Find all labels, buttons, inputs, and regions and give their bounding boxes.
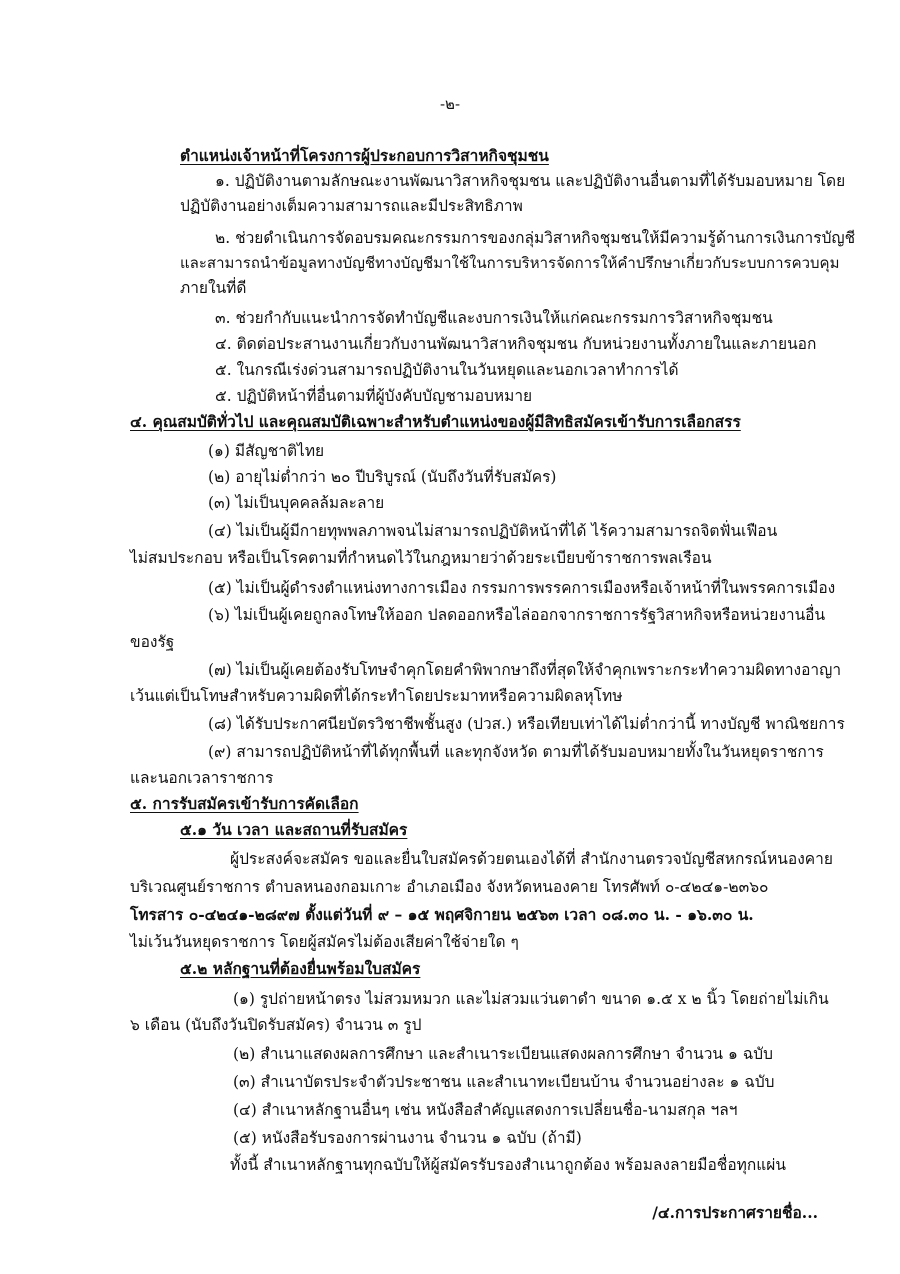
page-number: -๒-	[439, 95, 461, 113]
heading-s4-heading: ๔. คุณสมบัติทั่วไป และคุณสมบัติเฉพาะสำหรับตำแหน่งของผู้มีสิทธิสมัครเข้ารับการเลือกสรร	[130, 412, 741, 431]
text-line-d2-a: ๒. ช่วยดำเนินการจัดอบรมคณะกรรมการของกลุ่มวิสาหกิจชุมชนให้มีความรู้ด้านการเงินการบัญชี	[215, 229, 856, 247]
text-line-q1: (๑) มีสัญชาติไทย	[208, 442, 325, 460]
text-line-e5: (๕) หนังสือรับรองการผ่านงาน จำนวน ๑ ฉบับ (ถ้ามี)	[233, 1129, 582, 1147]
text-line-e1-b: ๖ เดือน (นับถึงวันปิดรับสมัคร) จำนวน ๓ รูป	[130, 1016, 422, 1034]
text-line-d3: ๓. ช่วยกำกับแนะนำการจัดทำบัญชีและงบการเงินให้แก่คณะกรรมการวิสาหกิจชุมชน	[215, 309, 773, 327]
text-line-p51-b: บริเวณศูนย์ราชการ ตำบลหนองกอมเกาะ อำเภอเมือง จังหวัดหนองคาย โทรศัพท์ ๐-๔๒๔๑-๒๓๖๐	[130, 878, 769, 896]
text-line-q2: (๒) อายุไม่ต่ำกว่า ๒๐ ปีบริบูรณ์ (นับถึงวันที่รับสมัคร)	[208, 468, 557, 486]
text-line-d2-b: และสามารถนำข้อมูลทางบัญชีทางบัญชีมาใช้ในการบริหารจัดการให้คำปรึกษาเกี่ยวกับระบบการควบคุม	[180, 254, 840, 272]
text-line-d5: ๕. ในกรณีเร่งด่วนสามารถปฏิบัติงานในวันหยุดและนอกเวลาทำการได้	[215, 361, 679, 379]
heading-s-heading: ตำแหน่งเจ้าหน้าที่โครงการผู้ประกอบการวิสาหกิจชุมชน	[180, 146, 549, 165]
text-line-d1-b: ปฏิบัติงานอย่างเต็มความสามารถและมีประสิทธิภาพ	[180, 197, 523, 215]
continuation-footer: /๔.การประกาศรายชื่อ...	[652, 1203, 818, 1222]
heading-s5-heading: ๕. การรับสมัครเข้ารับการคัดเลือก	[130, 794, 359, 813]
text-line-q6-a: (๖) ไม่เป็นผู้เคยถูกลงโทษให้ออก ปลดออกหรือไล่ออกจากราชการรัฐวิสาหกิจหรือหน่วยงานอื่น	[208, 606, 826, 624]
text-line-q7-a: (๗) ไม่เป็นผู้เคยต้องรับโทษจำคุกโดยคำพิพากษาถึงที่สุดให้จำคุกเพราะกระทำความผิดทางอาญา	[208, 661, 842, 679]
text-line-d2-c: ภายในที่ดี	[180, 279, 247, 297]
text-line-q9-b: และนอกเวลาราชการ	[130, 769, 274, 787]
text-line-p51-c: โทรสาร ๐-๔๒๔๑-๒๘๙๗ ตั้งแต่วันที่ ๙ – ๑๕ พฤศจิกายน ๒๕๖๓ เวลา ๐๘.๓๐ น. - ๑๖.๓๐ น.	[130, 905, 754, 924]
text-line-e4: (๔) สำเนาหลักฐานอื่นๆ เช่น หนังสือสำคัญแสดงการเปลี่ยนชื่อ-นามสกุล ฯลฯ	[233, 1101, 738, 1119]
text-line-p51-a: ผู้ประสงค์จะสมัคร ขอและยื่นใบสมัครด้วยตนเองได้ที่ สำนักงานตรวจบัญชีสหกรณ์หนองคาย	[230, 850, 833, 868]
text-line-e1-a: (๑) รูปถ่ายหน้าตรง ไม่สวมหมวก และไม่สวมแว่นตาดำ ขนาด ๑.๕ x ๒ นิ้ว โดยถ่ายไม่เกิน	[233, 990, 829, 1008]
text-line-q9-a: (๙) สามารถปฏิบัติหน้าที่ได้ทุกพื้นที่ และทุกจังหวัด ตามที่ได้รับมอบหมายทั้งในวันหยุดราชการ	[208, 743, 824, 761]
text-line-q4-a: (๔) ไม่เป็นผู้มีกายทุพพลภาพจนไม่สามารถปฏิบัติหน้าที่ได้ ไร้ความสามารถจิตฟั่นเฟือน	[208, 522, 778, 540]
text-line-q5: (๕) ไม่เป็นผู้ดำรงตำแหน่งทางการเมือง กรรมการพรรคการเมืองหรือเจ้าหน้าที่ในพรรคการเมือง	[208, 579, 836, 597]
text-line-e2: (๒) สำเนาแสดงผลการศึกษา และสำเนาระเบียนแสดงผลการศึกษา จำนวน ๑ ฉบับ	[233, 1045, 773, 1063]
text-line-q3: (๓) ไม่เป็นบุคคลล้มละลาย	[208, 494, 385, 512]
text-line-note: ทั้งนี้ สำเนาหลักฐานทุกฉบับให้ผู้สมัครรับรองสำเนาถูกต้อง พร้อมลงลายมือชื่อทุกแผ่น	[230, 1156, 786, 1174]
heading-s51-heading: ๕.๑ วัน เวลา และสถานที่รับสมัคร	[180, 820, 408, 839]
heading-s52-heading: ๕.๒ หลักฐานที่ต้องยื่นพร้อมใบสมัคร	[180, 959, 421, 978]
text-line-q6-b: ของรัฐ	[130, 633, 175, 651]
text-line-q7-b: เว้นแต่เป็นโทษสำหรับความผิดที่ได้กระทำโดยประมาทหรือความผิดลหุโทษ	[130, 687, 623, 705]
text-line-d1-a: ๑. ปฏิบัติงานตามลักษณะงานพัฒนาวิสาหกิจชุมชน และปฏิบัติงานอื่นตามที่ได้รับมอบหมาย โดย	[215, 172, 846, 190]
text-line-q8: (๘) ได้รับประกาศนียบัตรวิชาชีพชั้นสูง (ปวส.) หรือเทียบเท่าได้ไม่ต่ำกว่านี้ ทางบัญชี พาณิชยการ	[208, 715, 845, 733]
text-line-d6: ๕. ปฏิบัติหน้าที่อื่นตามที่ผู้บังคับบัญชามอบหมาย	[215, 387, 533, 405]
text-line-p51-d: ไม่เว้นวันหยุดราชการ โดยผู้สมัครไม่ต้องเสียค่าใช้จ่ายใด ๆ	[130, 933, 519, 951]
text-line-q4-b: ไม่สมประกอบ หรือเป็นโรคตามที่กำหนดไว้ในกฎหมายว่าด้วยระเบียบข้าราชการพลเรือน	[130, 549, 712, 567]
text-line-d4: ๔. ติดต่อประสานงานเกี่ยวกับงานพัฒนาวิสาหกิจชุมชน กับหน่วยงานทั้งภายในและภายนอก	[215, 335, 817, 353]
text-line-e3: (๓) สำเนาบัตรประจำตัวประชาชน และสำเนาทะเบียนบ้าน จำนวนอย่างละ ๑ ฉบับ	[233, 1073, 775, 1091]
